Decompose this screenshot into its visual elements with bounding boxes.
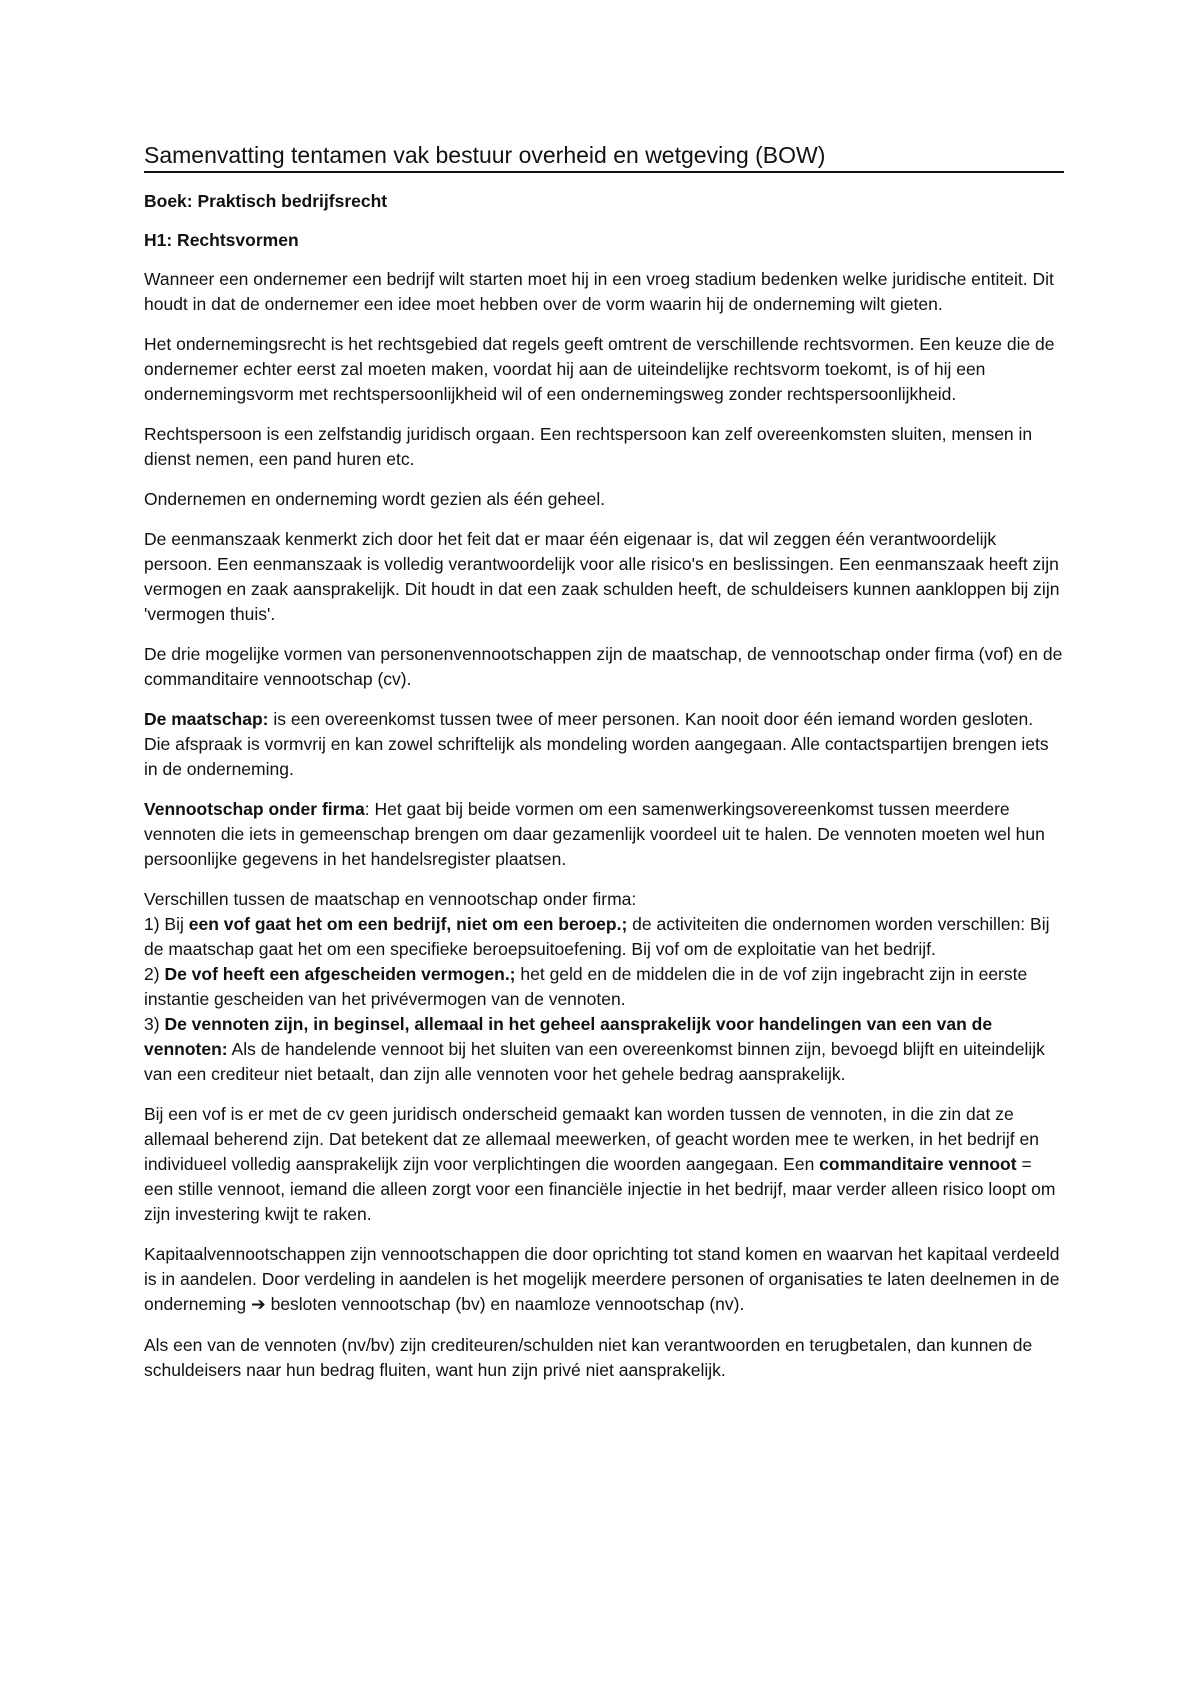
difference-3-text: Als de handelende vennoot bij het sluiten van een overeenkomst binnen zijn, bevoegd blijft en uiteindelijk van een crediteur niet betaalt, dan zijn alle vennoten voor het gehele bedrag aansprakelijk. (144, 1039, 1045, 1084)
commanditaire-term: commanditaire vennoot (819, 1154, 1017, 1174)
chapter-heading: H1: Rechtsvormen (144, 230, 299, 250)
vof-text: : Het gaat bij beide vormen om een samenwerkingsovereenkomst tussen meerdere vennoten die iets in gemeenschap brengen om daar gezamenlijk voordeel uit te halen. De vennoten moeten wel hun persoonlijke gegevens in het handelsregister plaatsen. (144, 799, 1045, 869)
document-page (144, 140, 1064, 1398)
paragraph-personenvennootschappen: De drie mogelijke vormen van personenvennootschappen zijn de maatschap, de vennootschap onder firma (vof) en de commanditaire vennootschap (cv). (144, 644, 1063, 689)
kapitaal-text-a: Kapitaalvennootschappen zijn vennootschappen die door oprichting tot stand komen en waarvan het kapitaal verdeeld is in aandelen. Door verdeling in aandelen is het mogelijk meerdere personen of organisaties te laten deelnemen in de onderneming (144, 1244, 1060, 1314)
difference-item-2 (144, 962, 1064, 1012)
difference-item-1 (144, 912, 1064, 962)
difference-3-number: 3) (144, 1014, 165, 1034)
paragraph-maatschap (144, 707, 1064, 782)
paragraph-ondernemingsrecht: Het ondernemingsrecht is het rechtsgebied dat regels geeft omtrent de verschillende rechtsvormen. Een keuze die de ondernemer echter eerst zal moeten maken, voordat hij aan de uiteindelijke rechtsvorm toekomt, is of hij een ondernemingsvorm met rechtspersoonlijkheid wil of een ondernemingsweg zonder rechtspersoonlijkheid. (144, 334, 1055, 404)
right-arrow-icon: ➔ (251, 1295, 266, 1315)
paragraph-commanditaire (144, 1102, 1064, 1227)
document-title: Samenvatting tentamen vak bestuur overheid en wetgeving (BOW) (144, 140, 1064, 173)
paragraph-eenmanszaak: De eenmanszaak kenmerkt zich door het feit dat er maar één eigenaar is, dat wil zeggen één verantwoordelijk persoon. Een eenmanszaak is volledig verantwoordelijk voor alle risico's en beslissingen. Een eenmanszaak heeft zijn vermogen en zaak aansprakelijk. Dit houdt in dat een zaak schulden heeft, de schuldeisers kunnen aankloppen bij zijn 'vermogen thuis'. (144, 529, 1060, 624)
commanditaire-text-a: Bij een vof is er met de cv geen juridisch onderscheid gemaakt kan worden tussen de vennoten, in die zin dat ze allemaal beherend zijn. Dat betekent dat ze allemaal meewerken, of geacht worden mee te werken, in het bedrijf en individueel volledig aansprakelijk zijn voor verplichtingen die woorden aangegaan. Een (144, 1104, 1039, 1174)
paragraph-aansprakelijkheid: Als een van de vennoten (nv/bv) zijn crediteuren/schulden niet kan verantwoorden en terugbetalen, dan kunnen de schuldeisers naar hun bedrag fluiten, want hun zijn privé niet aansprakelijk. (144, 1335, 1033, 1380)
difference-2-bold: De vof heeft een afgescheiden vermogen.; (164, 964, 516, 984)
difference-1-number: 1) Bij (144, 914, 189, 934)
difference-1-bold: een vof gaat het om een bedrijf, niet om een beroep.; (188, 914, 628, 934)
kapitaal-text-b: besloten vennootschap (bv) en naamloze vennootschap (nv). (265, 1294, 745, 1314)
difference-3-bold: De vennoten zijn, in beginsel, allemaal in het geheel aansprakelijk voor handelingen van een van de vennoten: (144, 1014, 993, 1059)
book-heading: Boek: Praktisch bedrijfsrecht (144, 191, 388, 211)
paragraph-ondernemen: Ondernemen en onderneming wordt gezien als één geheel. (144, 489, 606, 509)
paragraph-rechtspersoon: Rechtspersoon is een zelfstandig juridisch orgaan. Een rechtspersoon kan zelf overeenkomsten sluiten, mensen in dienst nemen, een pand huren etc. (144, 424, 1033, 469)
difference-2-number: 2) (144, 964, 165, 984)
commanditaire-text-b: = een stille vennoot, iemand die alleen zorgt voor een financiële injectie in het bedrijf, maar verder alleen risico loopt om zijn investering kwijt te raken. (144, 1154, 1056, 1224)
differences-intro: Verschillen tussen de maatschap en vennootschap onder firma: (144, 889, 637, 909)
vof-term: Vennootschap onder firma (144, 799, 365, 819)
paragraph-ondernemer: Wanneer een ondernemer een bedrijf wilt starten moet hij in een vroeg stadium bedenken welke juridische entiteit. Dit houdt in dat de ondernemer een idee moet hebben over de vorm waarin hij de onderneming wilt gieten. (144, 269, 1054, 314)
difference-item-3 (144, 1012, 1064, 1087)
maatschap-text: is een overeenkomst tussen twee of meer personen. Kan nooit door één iemand worden gesloten. Die afspraak is vormvrij en kan zowel schriftelijk als mondeling worden aangegaan. Alle contactspartijen brengen iets in de onderneming. (144, 709, 1049, 779)
maatschap-term: De maatschap: (144, 709, 269, 729)
paragraph-kapitaalvennootschappen (144, 1242, 1064, 1318)
difference-2-text: het geld en de middelen die in de vof zijn ingebracht zijn in eerste instantie gescheiden van het privévermogen van de vennoten. (144, 964, 1028, 1009)
differences-block (144, 887, 1064, 1087)
difference-1-text: de activiteiten die ondernomen worden verschillen: Bij de maatschap gaat het om een specifieke beroepsuitoefening. Bij vof om de exploitatie van het bedrijf. (144, 914, 1050, 959)
paragraph-vof (144, 797, 1064, 872)
